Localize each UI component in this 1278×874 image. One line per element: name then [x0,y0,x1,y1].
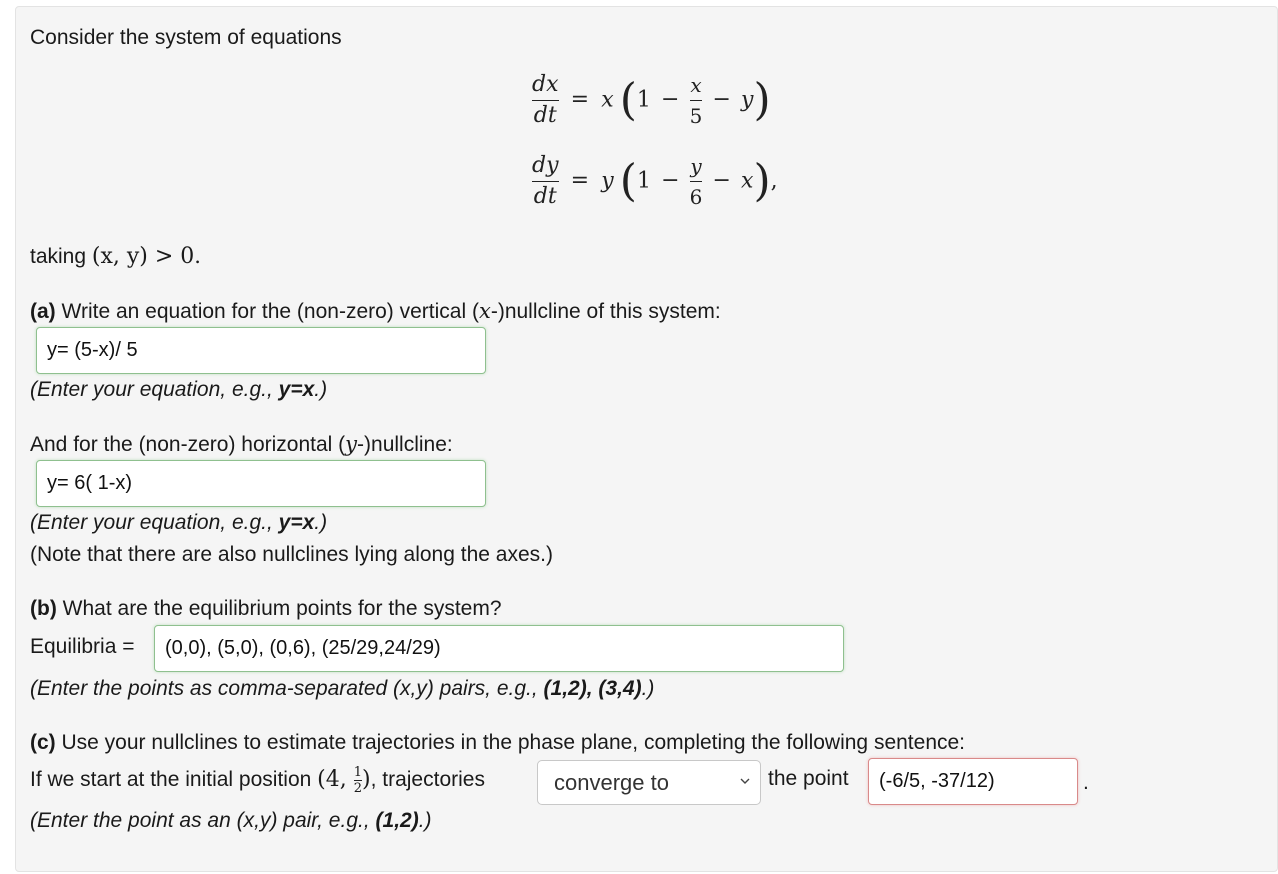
chevron-down-icon [740,776,750,786]
domain-condition: taking (x, y) > 0. [30,244,201,269]
x-nullcline-input[interactable]: y= (5-x)/ 5 [36,327,486,374]
part-b-hint: (Enter the points as comma-separated (x,y) pairs, e.g., (1,2), (3,4).) [30,677,655,700]
sentence-period: . [1083,771,1089,794]
part-a-hint: (Enter your equation, e.g., y=x.) [30,378,328,401]
part-a-question: (a) Write an equation for the (non-zero) vertical (x-)nullcline of this system: [30,299,721,323]
intro-text: Consider the system of equations [30,26,342,49]
limit-point-input[interactable]: (-6/5, -37/12) [868,758,1078,805]
y-over-6-fraction: $\frac{y}{6}$ [689,154,703,209]
trajectory-behavior-value: converge to [554,770,669,795]
part-a2-hint: (Enter your equation, e.g., y=x.) [30,511,328,534]
y-nullcline-input[interactable]: y= 6( 1-x) [36,460,486,507]
equation-dx-dt: $\frac{dx}{dt}$ = x (1 − $\frac{x}{5}$ − y) [532,72,771,128]
equilibria-input[interactable]: (0,0), (5,0), (0,6), (25/29,24/29) [154,625,844,672]
dy-dt-fraction: $\frac{dy}{dt}$ [532,153,559,209]
part-c-sentence-start: If we start at the initial position (4, $\frac{1}{2}$ ), trajectories [30,765,485,796]
equation-dy-dt: $\frac{dy}{dt}$ = y (1 − $\frac{y}{6}$ − x), [532,153,778,209]
part-c-question: (c) Use your nullclines to estimate trajectories in the phase plane, completing the following sentence: [30,731,966,754]
part-b-question: (b) What are the equilibrium points for the system? [30,597,502,620]
x-over-5-fraction: $\frac{x}{5}$ [689,73,703,128]
part-a2-question: And for the (non-zero) horizontal (y-)nullcline: [30,432,453,456]
part-c-sentence-end: the point [768,767,849,790]
dx-dt-fraction: $\frac{dx}{dt}$ [532,72,559,128]
one-half-fraction: $\frac{1}{2}$ [353,765,362,796]
axes-nullcline-note: (Note that there are also nullclines lying along the axes.) [30,543,553,566]
equilibria-label: Equilibria = [30,635,135,658]
part-c-hint: (Enter the point as an (x,y) pair, e.g., (1,2).) [30,809,432,832]
trajectory-behavior-select[interactable] [537,760,761,805]
